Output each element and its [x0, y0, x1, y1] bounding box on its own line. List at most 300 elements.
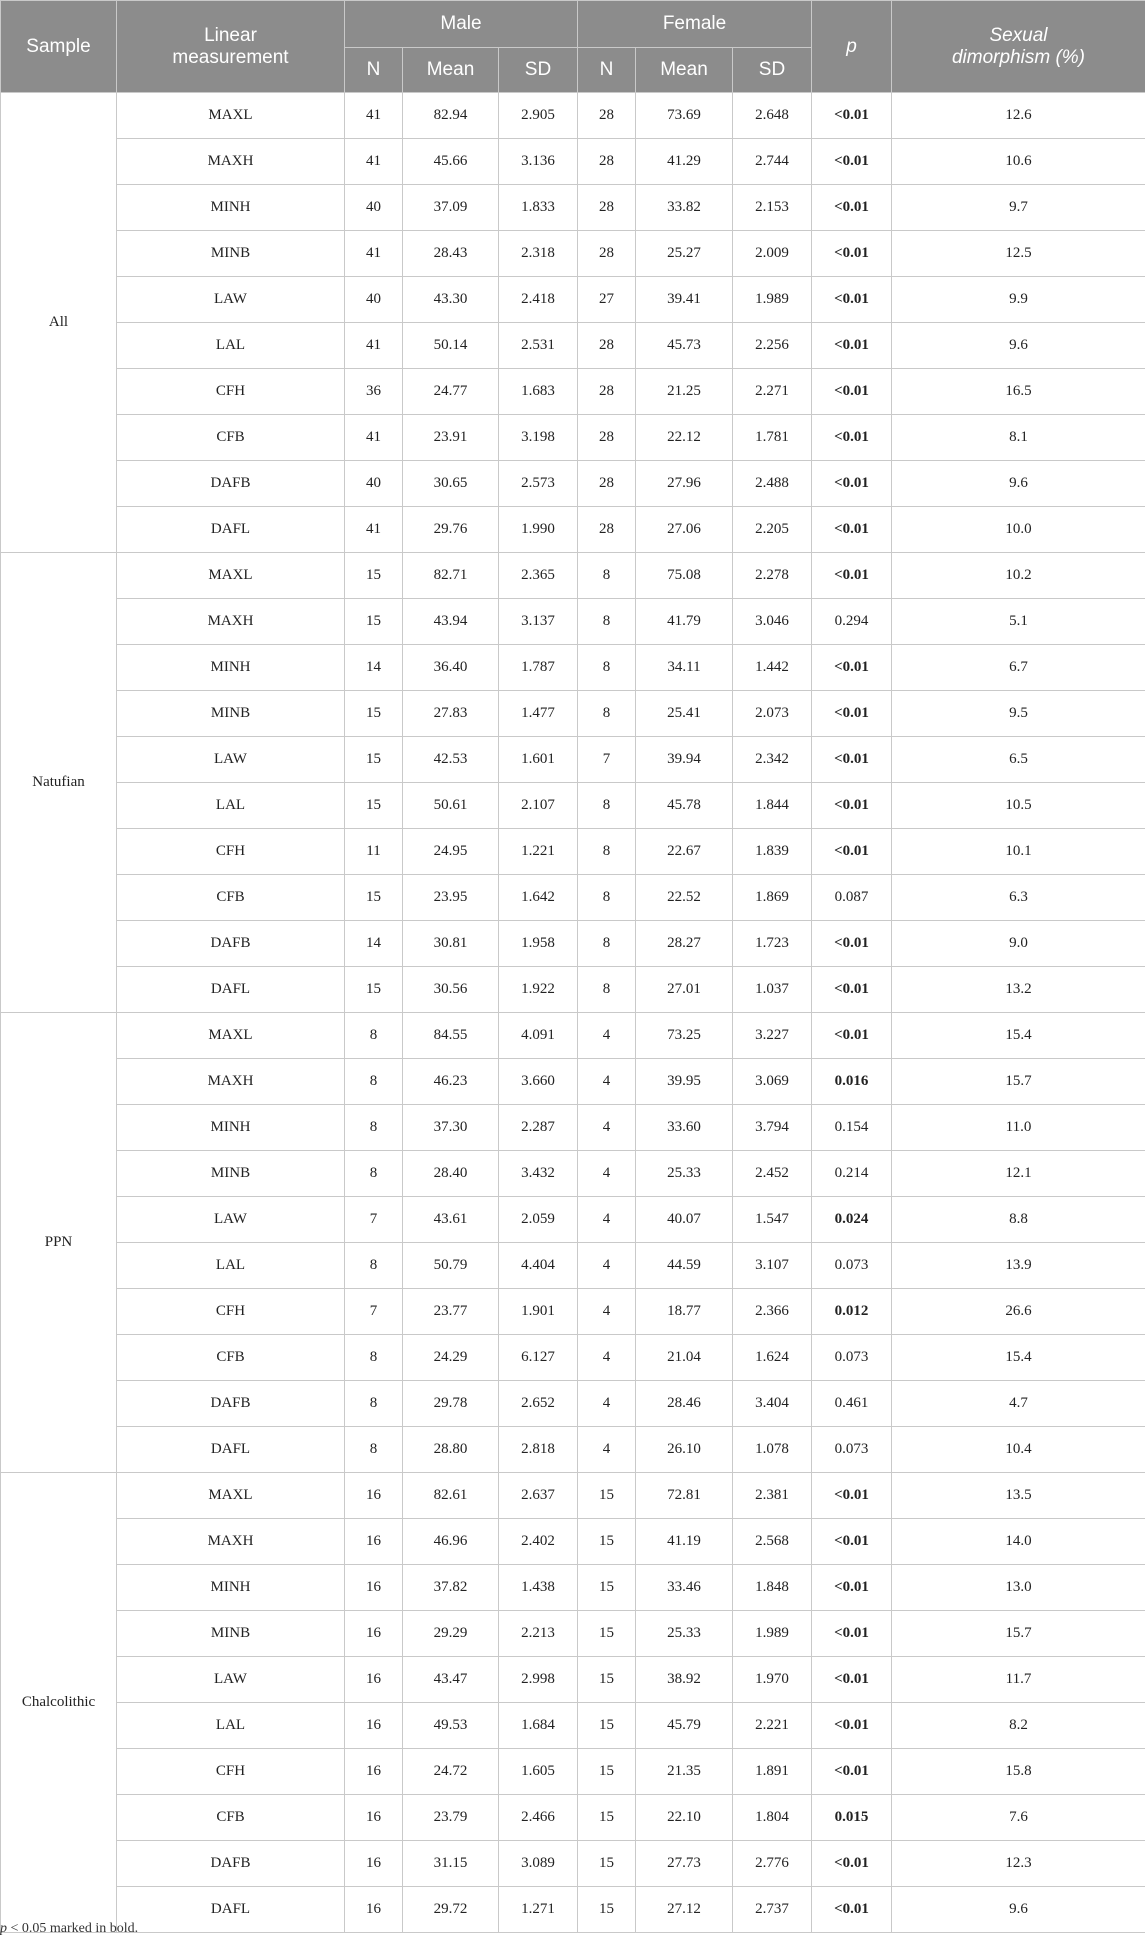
table-row: [1, 1657, 1145, 1703]
cell-p-value: 0.015: [812, 1795, 892, 1841]
cell-female-n: 15: [578, 1887, 636, 1933]
cell-sexual-dimorphism: 15.8: [892, 1749, 1145, 1795]
cell-measurement: DAFB: [117, 921, 345, 967]
cell-male-mean: 23.95: [403, 875, 499, 921]
table-row: [1, 691, 1145, 737]
cell-male-n: 41: [345, 323, 403, 369]
cell-male-n: 15: [345, 737, 403, 783]
cell-male-mean: 23.91: [403, 415, 499, 461]
cell-p-value: 0.024: [812, 1197, 892, 1243]
cell-male-mean: 31.15: [403, 1841, 499, 1887]
table-row: [1, 415, 1145, 461]
header-male-mean: Mean: [403, 48, 499, 93]
header-sexual-dimorphism: [892, 1, 1145, 93]
cell-male-sd: 3.198: [499, 415, 578, 461]
sample-group-label: Natufian: [1, 553, 117, 1013]
cell-female-sd: 1.804: [733, 1795, 812, 1841]
cell-male-mean: 27.83: [403, 691, 499, 737]
cell-measurement: MAXH: [117, 1059, 345, 1105]
cell-measurement: CFB: [117, 415, 345, 461]
cell-sexual-dimorphism: 9.9: [892, 277, 1145, 323]
header-p: [812, 1, 892, 93]
cell-male-sd: 1.922: [499, 967, 578, 1013]
table-row: [1, 645, 1145, 691]
cell-female-n: 28: [578, 231, 636, 277]
cell-p-value: <0.01: [812, 1887, 892, 1933]
cell-measurement: CFH: [117, 369, 345, 415]
cell-female-mean: 73.25: [636, 1013, 733, 1059]
table-row: [1, 1243, 1145, 1289]
cell-male-mean: 43.30: [403, 277, 499, 323]
cell-female-mean: 27.01: [636, 967, 733, 1013]
cell-male-n: 15: [345, 967, 403, 1013]
cell-p-value: 0.087: [812, 875, 892, 921]
cell-sexual-dimorphism: 11.7: [892, 1657, 1145, 1703]
cell-p-value: <0.01: [812, 967, 892, 1013]
cell-female-mean: 18.77: [636, 1289, 733, 1335]
cell-p-value: <0.01: [812, 553, 892, 599]
cell-female-sd: 3.227: [733, 1013, 812, 1059]
cell-sexual-dimorphism: 10.0: [892, 507, 1145, 553]
cell-male-n: 16: [345, 1887, 403, 1933]
cell-male-n: 41: [345, 415, 403, 461]
cell-male-sd: 1.601: [499, 737, 578, 783]
cell-female-n: 4: [578, 1427, 636, 1473]
cell-p-value: 0.294: [812, 599, 892, 645]
cell-male-n: 8: [345, 1381, 403, 1427]
cell-female-n: 7: [578, 737, 636, 783]
cell-female-mean: 41.79: [636, 599, 733, 645]
cell-female-mean: 39.94: [636, 737, 733, 783]
cell-female-sd: 2.009: [733, 231, 812, 277]
cell-sexual-dimorphism: 6.7: [892, 645, 1145, 691]
header-male-sd: SD: [499, 48, 578, 93]
cell-male-sd: 3.660: [499, 1059, 578, 1105]
cell-male-sd: 1.990: [499, 507, 578, 553]
cell-measurement: MINB: [117, 1611, 345, 1657]
cell-female-mean: 22.52: [636, 875, 733, 921]
cell-male-sd: 2.998: [499, 1657, 578, 1703]
cell-male-n: 41: [345, 231, 403, 277]
cell-male-mean: 84.55: [403, 1013, 499, 1059]
cell-measurement: CFB: [117, 1335, 345, 1381]
cell-female-n: 15: [578, 1519, 636, 1565]
cell-male-mean: 37.09: [403, 185, 499, 231]
cell-male-sd: 2.466: [499, 1795, 578, 1841]
cell-male-sd: 2.652: [499, 1381, 578, 1427]
cell-p-value: <0.01: [812, 1519, 892, 1565]
cell-female-n: 8: [578, 829, 636, 875]
cell-male-n: 8: [345, 1151, 403, 1197]
cell-measurement: LAW: [117, 1197, 345, 1243]
cell-male-n: 40: [345, 461, 403, 507]
cell-female-n: 15: [578, 1565, 636, 1611]
cell-female-sd: 2.153: [733, 185, 812, 231]
cell-male-n: 7: [345, 1289, 403, 1335]
cell-male-mean: 24.29: [403, 1335, 499, 1381]
cell-male-sd: 2.402: [499, 1519, 578, 1565]
cell-female-mean: 28.46: [636, 1381, 733, 1427]
cell-female-n: 28: [578, 93, 636, 139]
cell-sexual-dimorphism: 15.4: [892, 1335, 1145, 1381]
cell-male-sd: 2.905: [499, 93, 578, 139]
cell-female-sd: 2.205: [733, 507, 812, 553]
cell-female-mean: 33.82: [636, 185, 733, 231]
cell-female-n: 28: [578, 185, 636, 231]
cell-male-mean: 82.61: [403, 1473, 499, 1519]
table-row: [1, 1059, 1145, 1105]
cell-male-n: 16: [345, 1703, 403, 1749]
cell-female-sd: 2.381: [733, 1473, 812, 1519]
cell-male-n: 15: [345, 599, 403, 645]
cell-female-mean: 72.81: [636, 1473, 733, 1519]
cell-female-sd: 2.271: [733, 369, 812, 415]
cell-female-n: 8: [578, 875, 636, 921]
cell-female-mean: 39.41: [636, 277, 733, 323]
cell-female-sd: 2.648: [733, 93, 812, 139]
table-row: [1, 1197, 1145, 1243]
cell-male-sd: 3.136: [499, 139, 578, 185]
cell-female-sd: 2.488: [733, 461, 812, 507]
cell-male-sd: 1.605: [499, 1749, 578, 1795]
cell-p-value: <0.01: [812, 93, 892, 139]
cell-female-mean: 27.73: [636, 1841, 733, 1887]
cell-male-n: 8: [345, 1335, 403, 1381]
cell-male-sd: 3.137: [499, 599, 578, 645]
cell-female-mean: 44.59: [636, 1243, 733, 1289]
table-row: [1, 1289, 1145, 1335]
cell-sexual-dimorphism: 6.3: [892, 875, 1145, 921]
cell-female-mean: 25.33: [636, 1151, 733, 1197]
cell-sexual-dimorphism: 10.6: [892, 139, 1145, 185]
table-row: [1, 185, 1145, 231]
cell-female-n: 4: [578, 1151, 636, 1197]
cell-male-mean: 50.61: [403, 783, 499, 829]
cell-sexual-dimorphism: 8.2: [892, 1703, 1145, 1749]
cell-measurement: MAXL: [117, 1013, 345, 1059]
cell-female-n: 4: [578, 1381, 636, 1427]
cell-measurement: LAL: [117, 783, 345, 829]
table-row: [1, 829, 1145, 875]
cell-male-n: 16: [345, 1611, 403, 1657]
table-row: [1, 1473, 1145, 1519]
cell-sexual-dimorphism: 8.8: [892, 1197, 1145, 1243]
cell-sexual-dimorphism: 12.3: [892, 1841, 1145, 1887]
cell-male-sd: 2.818: [499, 1427, 578, 1473]
cell-measurement: MAXH: [117, 1519, 345, 1565]
cell-female-sd: 2.568: [733, 1519, 812, 1565]
cell-female-sd: 1.891: [733, 1749, 812, 1795]
cell-p-value: <0.01: [812, 921, 892, 967]
table-row: [1, 461, 1145, 507]
cell-female-sd: 1.078: [733, 1427, 812, 1473]
cell-male-n: 15: [345, 553, 403, 599]
cell-male-sd: 2.637: [499, 1473, 578, 1519]
cell-male-n: 8: [345, 1105, 403, 1151]
cell-p-value: 0.154: [812, 1105, 892, 1151]
cell-male-sd: 2.365: [499, 553, 578, 599]
cell-female-mean: 34.11: [636, 645, 733, 691]
cell-sexual-dimorphism: 9.0: [892, 921, 1145, 967]
cell-male-mean: 82.94: [403, 93, 499, 139]
cell-male-n: 40: [345, 185, 403, 231]
cell-female-sd: 3.107: [733, 1243, 812, 1289]
cell-measurement: MINB: [117, 1151, 345, 1197]
cell-female-sd: 1.624: [733, 1335, 812, 1381]
cell-female-mean: 28.27: [636, 921, 733, 967]
cell-male-sd: 3.089: [499, 1841, 578, 1887]
sample-group-label: PPN: [1, 1013, 117, 1473]
cell-female-sd: 1.989: [733, 277, 812, 323]
footnote-p: p: [0, 1921, 7, 1936]
cell-male-sd: 1.642: [499, 875, 578, 921]
cell-female-n: 8: [578, 691, 636, 737]
cell-male-mean: 43.94: [403, 599, 499, 645]
cell-male-mean: 24.95: [403, 829, 499, 875]
cell-p-value: <0.01: [812, 369, 892, 415]
cell-female-n: 8: [578, 553, 636, 599]
cell-male-n: 40: [345, 277, 403, 323]
cell-female-sd: 1.848: [733, 1565, 812, 1611]
table-row: [1, 967, 1145, 1013]
cell-male-sd: 2.318: [499, 231, 578, 277]
cell-p-value: <0.01: [812, 1611, 892, 1657]
cell-male-sd: 6.127: [499, 1335, 578, 1381]
cell-female-mean: 21.25: [636, 369, 733, 415]
cell-female-mean: 26.10: [636, 1427, 733, 1473]
table-row: [1, 231, 1145, 277]
cell-p-value: <0.01: [812, 737, 892, 783]
cell-male-n: 36: [345, 369, 403, 415]
cell-male-mean: 23.77: [403, 1289, 499, 1335]
table-row: [1, 1427, 1145, 1473]
cell-p-value: 0.214: [812, 1151, 892, 1197]
cell-sexual-dimorphism: 13.9: [892, 1243, 1145, 1289]
table-row: [1, 737, 1145, 783]
cell-female-sd: 1.547: [733, 1197, 812, 1243]
cell-female-n: 4: [578, 1197, 636, 1243]
cell-male-sd: 2.531: [499, 323, 578, 369]
cell-sexual-dimorphism: 12.1: [892, 1151, 1145, 1197]
cell-male-mean: 45.66: [403, 139, 499, 185]
cell-measurement: MINB: [117, 691, 345, 737]
cell-female-mean: 33.60: [636, 1105, 733, 1151]
cell-female-n: 15: [578, 1473, 636, 1519]
table-row: [1, 1105, 1145, 1151]
table-row: [1, 1795, 1145, 1841]
cell-p-value: <0.01: [812, 139, 892, 185]
cell-measurement: MINH: [117, 185, 345, 231]
cell-female-n: 15: [578, 1841, 636, 1887]
cell-female-mean: 22.67: [636, 829, 733, 875]
table-row: [1, 599, 1145, 645]
cell-measurement: MAXH: [117, 599, 345, 645]
cell-p-value: <0.01: [812, 645, 892, 691]
cell-male-mean: 29.76: [403, 507, 499, 553]
cell-measurement: LAL: [117, 323, 345, 369]
cell-p-value: <0.01: [812, 829, 892, 875]
cell-male-sd: 1.271: [499, 1887, 578, 1933]
cell-male-n: 14: [345, 645, 403, 691]
cell-female-n: 28: [578, 323, 636, 369]
header-linear-measurement: [117, 1, 345, 93]
cell-female-sd: 1.442: [733, 645, 812, 691]
cell-female-mean: 21.04: [636, 1335, 733, 1381]
cell-female-n: 8: [578, 921, 636, 967]
cell-male-sd: 1.438: [499, 1565, 578, 1611]
cell-male-mean: 28.40: [403, 1151, 499, 1197]
cell-male-n: 14: [345, 921, 403, 967]
cell-male-mean: 49.53: [403, 1703, 499, 1749]
cell-female-mean: 25.27: [636, 231, 733, 277]
cell-measurement: MINH: [117, 1565, 345, 1611]
cell-male-mean: 42.53: [403, 737, 499, 783]
header-linear-line1: Linear: [204, 24, 257, 46]
cell-male-sd: 1.958: [499, 921, 578, 967]
cell-sexual-dimorphism: 9.7: [892, 185, 1145, 231]
cell-male-mean: 36.40: [403, 645, 499, 691]
cell-female-sd: 2.366: [733, 1289, 812, 1335]
cell-measurement: MINH: [117, 645, 345, 691]
cell-female-mean: 73.69: [636, 93, 733, 139]
cell-female-sd: 1.844: [733, 783, 812, 829]
cell-male-n: 15: [345, 691, 403, 737]
cell-sexual-dimorphism: 5.1: [892, 599, 1145, 645]
cell-female-mean: 22.12: [636, 415, 733, 461]
cell-male-mean: 23.79: [403, 1795, 499, 1841]
cell-p-value: 0.016: [812, 1059, 892, 1105]
cell-female-n: 15: [578, 1657, 636, 1703]
cell-measurement: DAFL: [117, 1427, 345, 1473]
cell-male-mean: 37.30: [403, 1105, 499, 1151]
table-row: [1, 369, 1145, 415]
cell-female-sd: 1.037: [733, 967, 812, 1013]
cell-male-sd: 2.107: [499, 783, 578, 829]
cell-male-sd: 1.683: [499, 369, 578, 415]
cell-male-mean: 24.72: [403, 1749, 499, 1795]
cell-male-n: 16: [345, 1519, 403, 1565]
header-male-n: N: [345, 48, 403, 93]
cell-male-mean: 43.47: [403, 1657, 499, 1703]
cell-female-n: 15: [578, 1749, 636, 1795]
cell-p-value: <0.01: [812, 323, 892, 369]
cell-female-n: 15: [578, 1611, 636, 1657]
cell-male-mean: 50.79: [403, 1243, 499, 1289]
cell-female-n: 4: [578, 1335, 636, 1381]
cell-male-n: 16: [345, 1841, 403, 1887]
cell-male-n: 15: [345, 875, 403, 921]
cell-male-n: 41: [345, 93, 403, 139]
cell-p-value: <0.01: [812, 415, 892, 461]
cell-male-sd: 2.573: [499, 461, 578, 507]
table-row: [1, 553, 1145, 599]
table-row: [1, 921, 1145, 967]
cell-sexual-dimorphism: 9.5: [892, 691, 1145, 737]
table-row: [1, 1749, 1145, 1795]
cell-sexual-dimorphism: 16.5: [892, 369, 1145, 415]
cell-female-sd: 1.839: [733, 829, 812, 875]
cell-male-n: 11: [345, 829, 403, 875]
cell-measurement: MAXH: [117, 139, 345, 185]
cell-sexual-dimorphism: 6.5: [892, 737, 1145, 783]
cell-measurement: CFH: [117, 1289, 345, 1335]
cell-male-mean: 29.72: [403, 1887, 499, 1933]
header-sample: Sample: [1, 1, 117, 93]
table-row: [1, 1013, 1145, 1059]
cell-male-mean: 28.80: [403, 1427, 499, 1473]
cell-male-sd: 1.221: [499, 829, 578, 875]
cell-male-sd: 2.418: [499, 277, 578, 323]
cell-p-value: <0.01: [812, 1657, 892, 1703]
cell-female-n: 28: [578, 139, 636, 185]
table-row: [1, 277, 1145, 323]
table-row: [1, 1611, 1145, 1657]
header-female: Female: [578, 1, 812, 48]
cell-female-n: 27: [578, 277, 636, 323]
cell-female-mean: 75.08: [636, 553, 733, 599]
cell-female-sd: 2.221: [733, 1703, 812, 1749]
cell-sexual-dimorphism: 15.4: [892, 1013, 1145, 1059]
cell-sexual-dimorphism: 10.4: [892, 1427, 1145, 1473]
header-male: Male: [345, 1, 578, 48]
cell-male-sd: 2.287: [499, 1105, 578, 1151]
header-linear-line2: measurement: [172, 46, 289, 68]
cell-p-value: <0.01: [812, 277, 892, 323]
cell-measurement: MAXL: [117, 93, 345, 139]
cell-measurement: DAFL: [117, 1887, 345, 1933]
cell-sexual-dimorphism: 9.6: [892, 323, 1145, 369]
cell-female-mean: 41.29: [636, 139, 733, 185]
cell-male-n: 16: [345, 1657, 403, 1703]
cell-male-mean: 46.23: [403, 1059, 499, 1105]
footnote: [0, 1921, 138, 1937]
header-female-sd: SD: [733, 48, 812, 93]
cell-male-mean: 29.29: [403, 1611, 499, 1657]
cell-sexual-dimorphism: 10.5: [892, 783, 1145, 829]
cell-sexual-dimorphism: 13.2: [892, 967, 1145, 1013]
cell-female-sd: 3.046: [733, 599, 812, 645]
cell-female-sd: 1.970: [733, 1657, 812, 1703]
cell-male-sd: 1.787: [499, 645, 578, 691]
cell-female-mean: 41.19: [636, 1519, 733, 1565]
cell-female-sd: 3.404: [733, 1381, 812, 1427]
cell-male-sd: 2.059: [499, 1197, 578, 1243]
cell-female-mean: 27.12: [636, 1887, 733, 1933]
cell-female-n: 15: [578, 1795, 636, 1841]
cell-measurement: DAFL: [117, 507, 345, 553]
cell-male-mean: 46.96: [403, 1519, 499, 1565]
cell-female-sd: 1.869: [733, 875, 812, 921]
cell-p-value: 0.012: [812, 1289, 892, 1335]
cell-p-value: <0.01: [812, 185, 892, 231]
cell-male-sd: 4.404: [499, 1243, 578, 1289]
cell-female-sd: 3.069: [733, 1059, 812, 1105]
cell-female-sd: 2.744: [733, 139, 812, 185]
cell-male-sd: 3.432: [499, 1151, 578, 1197]
cell-female-mean: 27.06: [636, 507, 733, 553]
cell-sexual-dimorphism: 7.6: [892, 1795, 1145, 1841]
table-row: [1, 93, 1145, 139]
cell-measurement: LAL: [117, 1703, 345, 1749]
cell-sexual-dimorphism: 14.0: [892, 1519, 1145, 1565]
cell-male-sd: 1.833: [499, 185, 578, 231]
cell-sexual-dimorphism: 11.0: [892, 1105, 1145, 1151]
table-body: [1, 93, 1145, 1933]
cell-male-n: 16: [345, 1473, 403, 1519]
table-row: [1, 1703, 1145, 1749]
cell-female-mean: 21.35: [636, 1749, 733, 1795]
cell-p-value: 0.461: [812, 1381, 892, 1427]
